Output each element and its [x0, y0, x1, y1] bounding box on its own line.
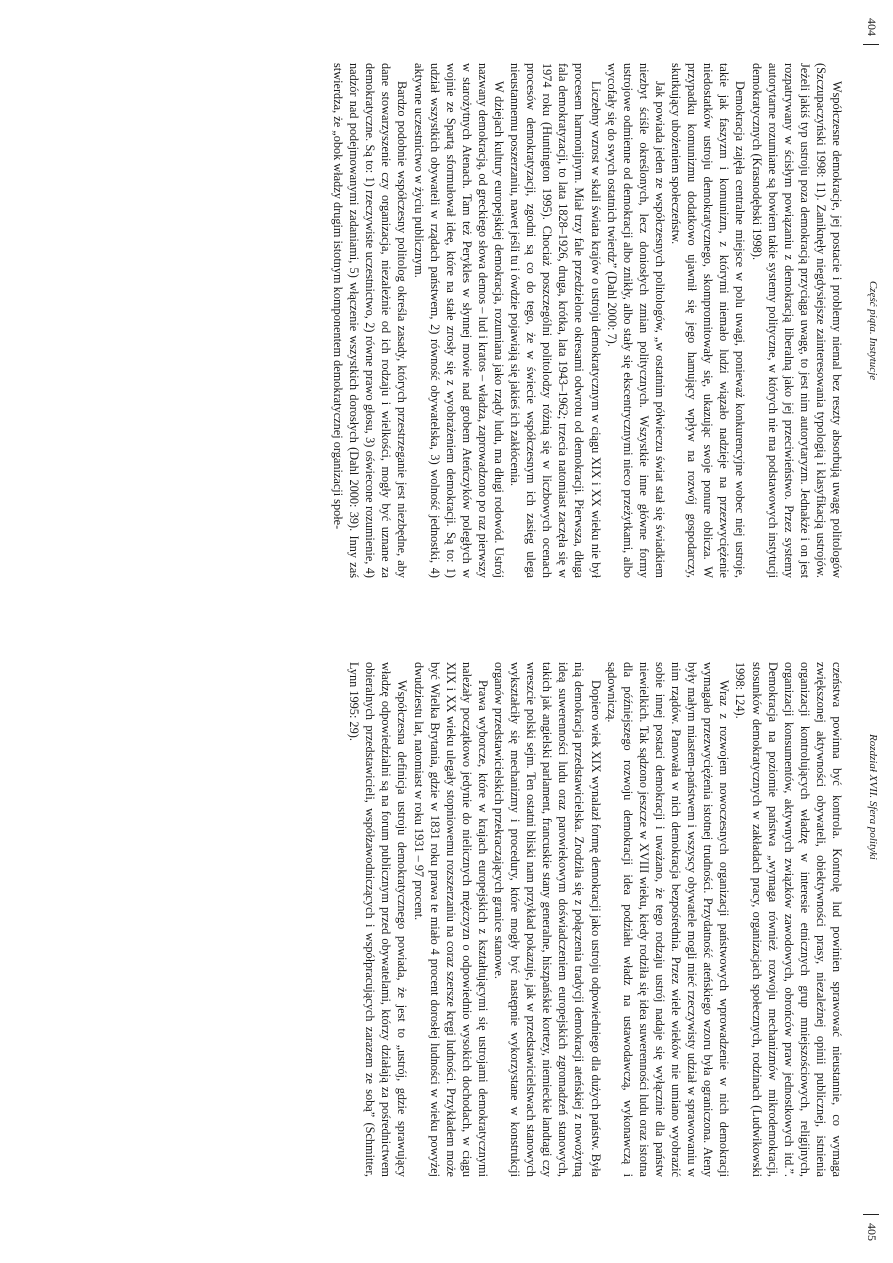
left-paragraph-5: W dziejach kultury europejskiej demokracja, rozumiana jako rządy ludu, ma długi rodowód. Ustrój nazwany demokracją, od greckiego słowa demos – lud i kratos – władza, zaprowadzono po raz pierwszy w starożytnych Atenach. Tam też Perykles w słynnej mowie nad grobem Ateńczyków poległych w wojnie ze Spartą sformułował ideę, które na stałe zrosły się z wyobrażeniem demokracji. Są to: 1) udział wszystkich obywateli w rządach państwem, 2) równość obywatelska, 3) wolność jednostki, 4) aktywne uczestnictwo w życiu publicznym.: [411, 63, 507, 578]
left-paragraph-4: Liczebny wzrost w skali świata krajów o ustroju demokratycznym w ciągu XIX i XX wieku nie był procesem harmonijnym. Miał trzy fale przedzielone okresami odwrotu od demokracji. Pierwsza, długa fala demokratyzacji, to lata 1828–1926, druga, krótka, lata 1943–1962; trzecia natomiast zaczęła się w 1974 roku (Huntington 1995). Chociaż poszczególni politolodzy różnią się w liczbowych ocenach procesów demokratyzacji, zgodni są co do tego, że w świecie współczesnym ich zasięg ulega nieustannemu poszerzaniu, nawet jeśli tu i ówdzie pojawiają się jakieś ich zakłócenia.: [508, 63, 603, 578]
right-page-header: [859, 702, 879, 1241]
right-page: [0, 632, 893, 1263]
left-page-number: 404: [863, 18, 879, 45]
gutter-dot: [44, 631, 47, 634]
right-paragraph-1: czeństwa powinna być kontrola. Kontrolę lud powinien sprawować nieustannie, co wymaga zwiększonej aktywności obywateli, obiektywności prasy, niezależnej opinii publicznej, istnienia organizacji kontrolujących władzę w interesie etnicznych grup mniejszościowych, religijnych, organizacji konsumentów, aktywnych związków zawodowych, obrońców praw jednostkowych itd.”. Demokracja na poziomie państwa „wymaga również rozwoju mechanizmów mikrodemokracji, stosunków demokratycznych w zakładach pracy, organizacjach społecznych, rodzinach (Ludwikowski 1998: 124).: [733, 662, 844, 1177]
left-paragraph-1: Współczesne demokracje, jej postacie i problemy niemal bez reszty absorbują uwagę politologów (Szczupaczyński 1998: 11). Zaniknęły niegdysiejsze zainteresowania typologią i klasyfikacją ustrojów. Jeżeli jakiś typ ustroju poza demokracją przyciąga uwagę, to jest nim autorytaryzm. Jednakże i on jest rozpatrywany w ścisłym powiązaniu z demokracją liberalną jako jej przeciwieństwo. Przez systemy autorytarne rozumiane są bowiem takie systemy polityczne, w których nie ma podstawowych instytucji demokratycznych (Krasnodębski 1998).: [749, 63, 844, 578]
left-paragraph-6: Bardzo podobnie współczesny politolog określa zasady, których przestrzeganie jest niezbędne, aby dane stowarzyszenie czy organizacja, niezależnie od ich rodzaju i wielkości, mogły być uznane za demokratyczne. Są to: 1) rzeczywiste uczestnictwo, 2) równe prawo głosu, 3) oświecone rozumienie, 4) nadzór nad podejmowanymi zadaniami, 5) włączenie wszystkich dorosłych (Dahl 2000: 39). Inny zaś stwierdza, że „obok władzy drugim istotnym komponentem demokratycznej organizacji społe-: [331, 63, 410, 578]
right-page-number: 405: [863, 1214, 879, 1241]
left-paragraph-2: Demokracja zajęła centralne miejsce w polu uwagi, ponieważ konkurencyjne wobec niej ustroje, takie jak faszyzm i komunizm, z którymi niemało ludzi wiązało nadzieje na przezwyciężenie niedostatków ustroju demokratycznego, skompromitowały się, ukazując swoje ponure oblicza. W przypadku komunizmu dodatkowo ujawnił się jego hamujący wpływ na rozwój gospodarczy, skutkujący ubożeniem społeczeństw.: [669, 63, 748, 578]
left-paragraph-3: Jak powiada jeden ze współczesnych politologów, „w ostatnim półwieczu świat stał się świadkiem niezbyt ściśle określonych, lecz doniosłych zmian politycznych. Wszystkie inne główne formy ustrojowe odmienne od demokracji albo znikły, albo stały się ekscentrycznymi nieco przeżytkami, albo wycofały się do swych ostatnich twierdz” (Dahl 2000: 7).: [604, 63, 667, 578]
right-paragraph-4: Prawa wyborcze, które w krajach europejskich z kształtującymi się ustrojami demokratycznymi należały początkowo jedynie do nielicznych mężczyzn o odpowiednio wysokich dochodach, w ciągu XIX i XX wieku ulegały stopniowemu rozszerzaniu na coraz szersze kręgi ludności. Przykładem może być Wielka Brytania, gdzie w 1831 roku prawa te miało 4 procent dorosłej ludności w wieku powyżej dwudziestu lat, natomiast w roku 1931 – 97 procent.: [411, 662, 490, 1177]
right-paragraph-5: Współczesna definicja ustroju demokratycznego powiada, że jest to „ustrój, gdzie sprawujący władzę odpowiedzialni są na forum publicznym przed obywatelami, którzy działają za pośrednictwem obieralnych przedstawicieli, współzawodniczących i współpracujących zarazem ze sobą” (Schmitter, Lynn 1995: 29).: [347, 662, 410, 1177]
left-page-header: [859, 18, 879, 591]
gutter-dot: [494, 631, 497, 634]
right-running-head: Rozdział XVII. Sfera polityki: [867, 734, 879, 860]
left-page: [0, 0, 893, 631]
right-page-body: [346, 662, 845, 1177]
right-paragraph-3: Dopiero wiek XIX wynalazł formę demokracji jako ustroju odpowiedniego dla dużych państw. Była nią demokracja przedstawicielska. Zrodziła się z połączenia tradycji demokracji ateńskiej z nowożytną ideą suwerenności ludu oraz parowiekowym doświadczeniem europejskich zgromadzeń stanowych, takich jak angielski parlament, francuskie stany generalne, hiszpańskie kortezy, niemieckie landtagi czy wreszcie polski sejm. Ten ostatni bliski nam przykład pokazuje, jak w przedstawicielstwach stanowych wykształciły się mechanizmy i procedury, które mogły być następnie wykorzystane w konstrukcji organów przedstawicielskich przekraczających granice stanowe.: [492, 662, 603, 1177]
left-running-head: Część piąta. Instytucje: [867, 280, 879, 381]
right-paragraph-2: Wraz z rozwojem nowoczesnych organizacji państwowych wprowadzenie w nich demokracji wymagało przezwyciężenia istotnej trudności. Przydatność ateńskiego wzoru była ograniczona. Ateny były małym miastem-państwem i wszyscy obywatele mogli mieć rzeczywisty udział w sprawowaniu w nim rządów. Panowała w nich demokracja bezpośrednia. Przez wiele wieków nie umiano wyobrazić sobie innej postaci demokracji i uważano, że tego rodzaju ustrój nadaje się wyłącznie dla państw niewielkich. Tak sądzono jeszcze w XVIII wieku, kiedy rodziła się idea suwerenności ludu oraz istotna dla późniejszego rozwoju demokracji idea podziału władz na ustawodawczą, wykonawczą i sądowniczą.: [604, 662, 732, 1177]
left-page-body: [330, 63, 845, 578]
gutter-dot: [822, 631, 825, 634]
gutter-dot: [630, 631, 633, 634]
gutter-dot: [282, 631, 285, 634]
